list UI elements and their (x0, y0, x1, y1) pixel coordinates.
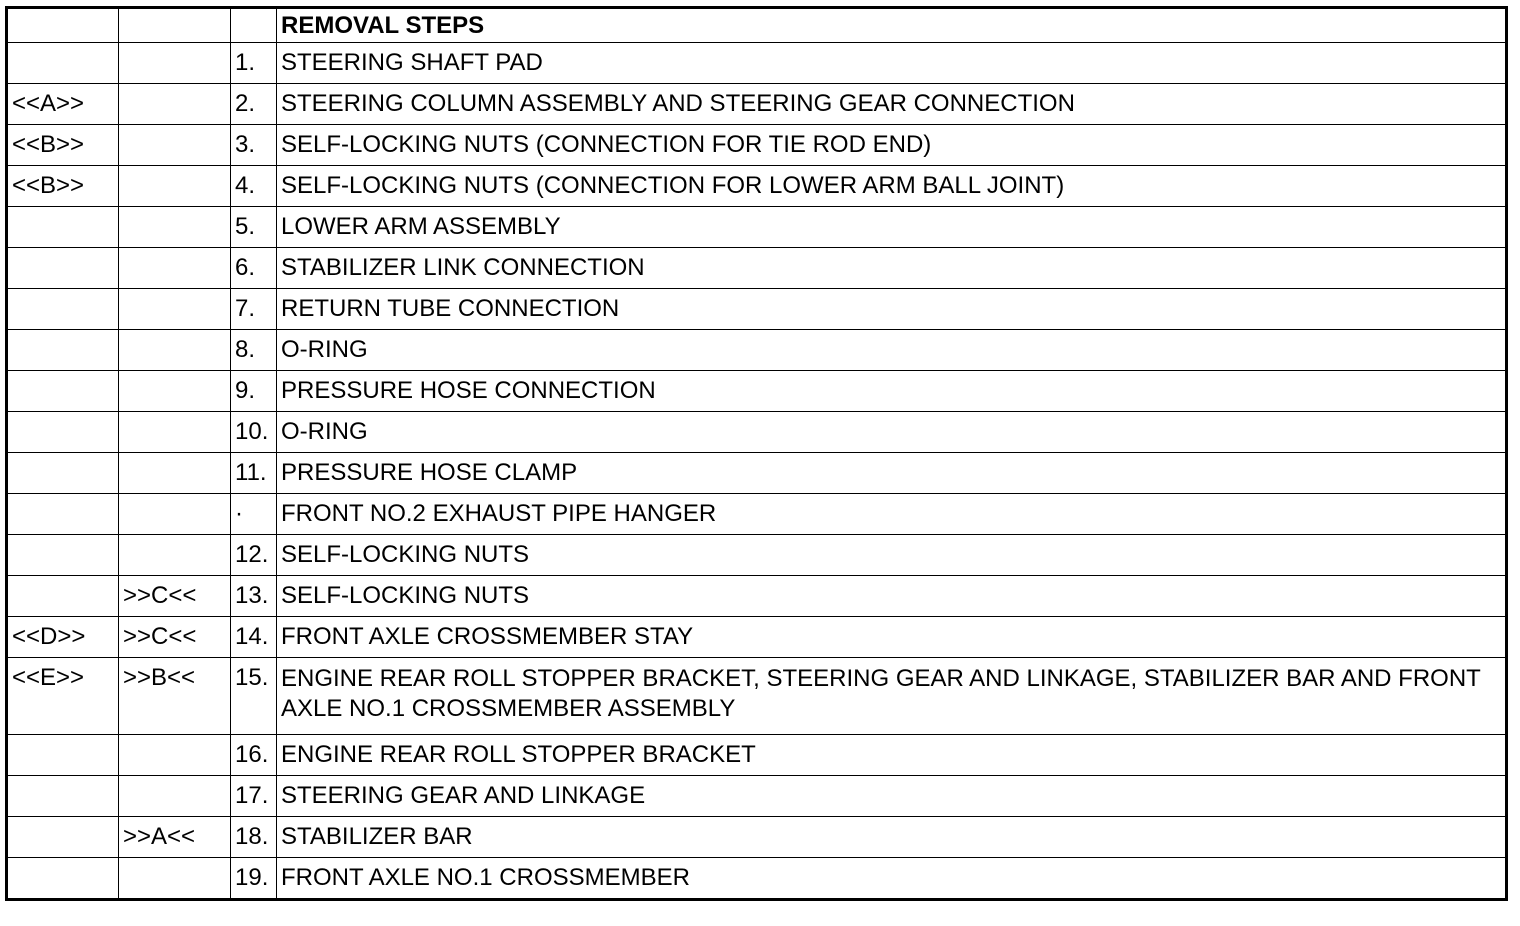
removal-note-cell (7, 43, 119, 84)
step-number-cell: 3. (231, 125, 277, 166)
table-row (7, 817, 1507, 858)
install-note-cell (119, 43, 231, 84)
step-number-cell: 2. (231, 84, 277, 125)
step-number-cell: 4. (231, 166, 277, 207)
header-cell-number (231, 8, 277, 43)
step-number-cell: 17. (231, 776, 277, 817)
install-note-cell: >>C<< (119, 617, 231, 658)
install-note-cell: >>A<< (119, 817, 231, 858)
step-number-cell: 13. (231, 576, 277, 617)
step-description-cell: PRESSURE HOSE CLAMP (277, 453, 1507, 494)
header-cell-install-note (119, 8, 231, 43)
removal-note-cell (7, 735, 119, 776)
table-header-row (7, 8, 1507, 43)
removal-note-cell (7, 453, 119, 494)
removal-note-cell: <<B>> (7, 125, 119, 166)
step-description-cell: STEERING SHAFT PAD (277, 43, 1507, 84)
step-description-cell: SELF-LOCKING NUTS (277, 576, 1507, 617)
step-description-cell: O-RING (277, 412, 1507, 453)
step-number-cell: 15. (231, 658, 277, 735)
removal-note-cell (7, 207, 119, 248)
install-note-cell: >>B<< (119, 658, 231, 735)
table-row (7, 453, 1507, 494)
table-row (7, 535, 1507, 576)
table-row (7, 371, 1507, 412)
install-note-cell (119, 735, 231, 776)
header-title: REMOVAL STEPS (277, 8, 1507, 43)
step-number-cell: 18. (231, 817, 277, 858)
removal-note-cell (7, 371, 119, 412)
removal-note-cell (7, 289, 119, 330)
step-description-cell: FRONT AXLE CROSSMEMBER STAY (277, 617, 1507, 658)
step-number-cell: 10. (231, 412, 277, 453)
removal-note-cell (7, 412, 119, 453)
removal-steps-sheet (5, 6, 1508, 901)
removal-steps-table (5, 6, 1508, 901)
step-description-cell: ENGINE REAR ROLL STOPPER BRACKET (277, 735, 1507, 776)
removal-note-cell (7, 535, 119, 576)
table-row (7, 248, 1507, 289)
table-row (7, 494, 1507, 535)
table-row (7, 330, 1507, 371)
install-note-cell (119, 412, 231, 453)
install-note-cell (119, 535, 231, 576)
removal-note-cell (7, 576, 119, 617)
step-description-cell: SELF-LOCKING NUTS (CONNECTION FOR LOWER ARM BALL JOINT) (277, 166, 1507, 207)
install-note-cell (119, 371, 231, 412)
removal-note-cell (7, 248, 119, 289)
removal-note-cell: <<E>> (7, 658, 119, 735)
step-description-cell: FRONT AXLE NO.1 CROSSMEMBER (277, 858, 1507, 900)
install-note-cell: >>C<< (119, 576, 231, 617)
step-number-cell: 5. (231, 207, 277, 248)
table-row (7, 576, 1507, 617)
install-note-cell (119, 166, 231, 207)
step-description-cell: STEERING GEAR AND LINKAGE (277, 776, 1507, 817)
table-row (7, 412, 1507, 453)
step-number-cell: 7. (231, 289, 277, 330)
table-row (7, 125, 1507, 166)
removal-note-cell (7, 817, 119, 858)
install-note-cell (119, 84, 231, 125)
install-note-cell (119, 248, 231, 289)
step-number-cell: 1. (231, 43, 277, 84)
removal-note-cell (7, 776, 119, 817)
step-description-cell: STABILIZER LINK CONNECTION (277, 248, 1507, 289)
step-number-cell: 19. (231, 858, 277, 900)
step-number-cell: 12. (231, 535, 277, 576)
step-description-cell: O-RING (277, 330, 1507, 371)
step-description-cell: FRONT NO.2 EXHAUST PIPE HANGER (277, 494, 1507, 535)
step-number-cell: 11. (231, 453, 277, 494)
step-number-cell: 9. (231, 371, 277, 412)
table-row (7, 207, 1507, 248)
step-description-cell: PRESSURE HOSE CONNECTION (277, 371, 1507, 412)
step-number-cell: 14. (231, 617, 277, 658)
step-description-cell: ENGINE REAR ROLL STOPPER BRACKET, STEERING GEAR AND LINKAGE, STABILIZER BAR AND FRONT AXLE NO.1 CROSSMEMBER ASSEMBLY (277, 658, 1507, 735)
install-note-cell (119, 207, 231, 248)
install-note-cell (119, 776, 231, 817)
install-note-cell (119, 289, 231, 330)
table-row (7, 166, 1507, 207)
step-description-cell: STABILIZER BAR (277, 817, 1507, 858)
removal-note-cell (7, 858, 119, 900)
table-row (7, 84, 1507, 125)
step-description-cell: LOWER ARM ASSEMBLY (277, 207, 1507, 248)
table-row (7, 43, 1507, 84)
removal-note-cell: <<B>> (7, 166, 119, 207)
removal-note-cell (7, 330, 119, 371)
install-note-cell (119, 494, 231, 535)
install-note-cell (119, 125, 231, 166)
step-description-cell: SELF-LOCKING NUTS (277, 535, 1507, 576)
step-description-cell: SELF-LOCKING NUTS (CONNECTION FOR TIE ROD END) (277, 125, 1507, 166)
install-note-cell (119, 858, 231, 900)
table-row (7, 617, 1507, 658)
step-number-cell: 8. (231, 330, 277, 371)
step-description-cell: RETURN TUBE CONNECTION (277, 289, 1507, 330)
step-number-cell: · (231, 494, 277, 535)
table-row (7, 658, 1507, 735)
table-row (7, 858, 1507, 900)
step-description-cell: STEERING COLUMN ASSEMBLY AND STEERING GEAR CONNECTION (277, 84, 1507, 125)
table-row (7, 289, 1507, 330)
table-row (7, 776, 1507, 817)
install-note-cell (119, 330, 231, 371)
table-row (7, 735, 1507, 776)
header-cell-removal-note (7, 8, 119, 43)
step-number-cell: 6. (231, 248, 277, 289)
removal-note-cell: <<A>> (7, 84, 119, 125)
removal-note-cell (7, 494, 119, 535)
step-number-cell: 16. (231, 735, 277, 776)
removal-note-cell: <<D>> (7, 617, 119, 658)
install-note-cell (119, 453, 231, 494)
